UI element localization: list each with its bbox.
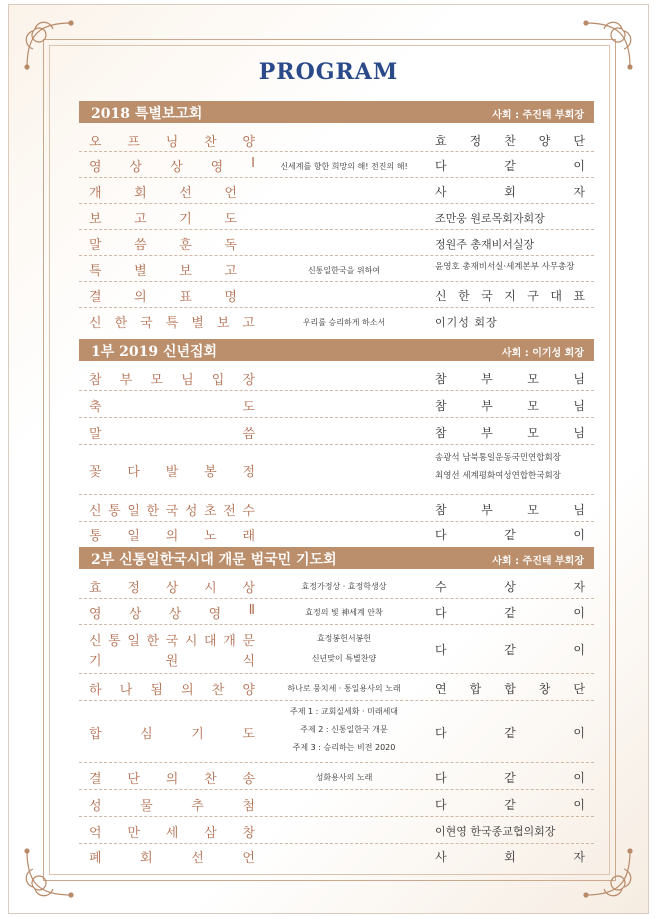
item-name: 억 만 세 삼 창 (89, 826, 255, 841)
item-presenter: 다 같 이 (435, 726, 585, 740)
section-title: 2부 신통일한국시대 개문 범국민 기도회 (91, 552, 337, 568)
program-row (79, 390, 594, 418)
item-description: 효정의 빛 神세계 안착 (305, 608, 383, 617)
item-presenter: 사 회 자 (435, 185, 585, 199)
item-name: 성 물 추 첨 (89, 799, 255, 814)
item-description: 신세계를 향한 희망의 해! 전진의 해! (280, 162, 408, 171)
item-presenter: 정원주 총재비서실장 (435, 238, 535, 251)
item-name: 결 의 표 명 (89, 290, 237, 305)
item-name-line: 신 통 일 한 국 시 대 개 문 (89, 634, 255, 649)
page-title: PROGRAM (258, 59, 399, 85)
program-row (79, 598, 594, 625)
program-row (79, 816, 594, 844)
item-name: 효 정 상 시 상 (89, 581, 255, 596)
item-presenter: 다 같 이 (435, 643, 585, 657)
program-row (79, 494, 594, 522)
program-row (79, 255, 594, 282)
program-row (79, 126, 594, 152)
item-description: 신년맞이 특별찬양 (311, 654, 377, 663)
item-presenter: 다 같 이 (435, 798, 585, 812)
item-name: 말 씀 (89, 427, 255, 442)
item-name: 신 통 일 한 국 성 초 전 수 (89, 504, 255, 519)
item-name-line: 기 원 식 (89, 654, 255, 669)
item-name: 축 도 (89, 400, 255, 415)
program-row (79, 762, 594, 790)
program-row (79, 444, 594, 495)
item-presenter: 이기성 회장 (435, 316, 498, 329)
item-presenter: 다 같 이 (435, 159, 585, 173)
program-row (79, 151, 594, 178)
item-presenter: 송광석 남북통일운동국민연합회장 (435, 453, 561, 463)
section-header-special-report (79, 101, 594, 123)
item-presenter: 신 한 국 지 구 대 표 (435, 289, 585, 303)
item-presenter: 최영선 세계평화여성연합한국회장 (435, 471, 561, 481)
item-presenter: 다 같 이 (435, 528, 585, 542)
item-presenter: 연 합 합 창 단 (435, 682, 585, 696)
item-presenter: 다 같 이 (435, 606, 585, 620)
item-presenter: 참 부 모 님 (435, 503, 585, 517)
item-name: 결 단 의 찬 송 (89, 772, 255, 787)
program-row (79, 281, 594, 308)
item-name: 꽃 다 발 봉 정 (89, 465, 255, 480)
section-host: 사회 : 이기성 회장 (501, 348, 584, 359)
item-name: 통 일 의 노 래 (89, 529, 255, 544)
item-presenter: 수 상 자 (435, 580, 585, 594)
program-row (79, 203, 594, 230)
item-description: 신통일한국을 위하여 (307, 266, 381, 275)
item-name: 말 씀 훈 독 (89, 238, 237, 253)
item-name: 폐 회 선 언 (89, 851, 255, 866)
program-row (79, 521, 594, 545)
program-row (79, 700, 594, 763)
item-presenter: 윤영호 총재비서실·세계본부 사무총장 (435, 262, 575, 272)
item-name: 개 회 선 언 (89, 186, 237, 201)
section-title: 1부 2019 신년집회 (91, 344, 218, 360)
item-description: 주제 3 : 승리하는 비전 2020 (292, 743, 396, 752)
item-description: 하나로 뭉치세 · 통일용사의 노래 (287, 684, 401, 693)
item-name: 신 한 국 특 별 보 고 (89, 316, 255, 331)
item-description: 주제 1 : 교회실세화 · 미래세대 (289, 707, 399, 716)
item-name: 영 상 상 영 Ⅱ (89, 603, 255, 622)
section-header-prayer (79, 547, 594, 569)
item-description: 우리를 승리하게 하소서 (302, 318, 386, 327)
item-description: 성화용사의 노래 (315, 773, 373, 782)
item-name: 특 별 보 고 (89, 264, 237, 279)
item-name (89, 630, 255, 670)
item-name: 합 심 기 도 (89, 727, 255, 742)
item-presenter: 참 부 모 님 (435, 399, 585, 413)
item-presenter: 사 회 자 (435, 850, 585, 864)
program-row (79, 572, 594, 599)
item-name: 참 부 모 님 입 장 (89, 373, 255, 388)
item-description: 효정봉헌서봉헌 (316, 634, 372, 643)
item-presenter: 이현영 한국종교협의회장 (435, 825, 556, 838)
item-description: 주제 2 : 신통일한국 개문 (300, 725, 388, 734)
program-row (79, 417, 594, 445)
program-row (79, 624, 594, 674)
program-row (79, 673, 594, 701)
item-name: 하 나 됨 의 찬 양 (89, 683, 255, 698)
item-name: 오 프 닝 찬 양 (89, 135, 255, 150)
item-presenter: 참 부 모 님 (435, 372, 585, 386)
item-name: 영 상 상 영 Ⅰ (89, 156, 255, 175)
corner-ornament-bottom-left (19, 843, 79, 903)
program-page (8, 4, 649, 914)
program-row (79, 177, 594, 204)
item-name: 보 고 기 도 (89, 212, 237, 227)
program-row (79, 364, 594, 391)
program-row (79, 229, 594, 256)
item-presenter: 효 정 찬 양 단 (435, 134, 585, 148)
item-description: 효정가정상 · 효정학생상 (301, 582, 387, 591)
program-row (79, 843, 594, 867)
item-presenter: 조만웅 원로목회자회장 (435, 212, 545, 225)
program-row (79, 789, 594, 817)
program-row (79, 307, 594, 333)
section-host: 사회 : 주진태 부회장 (492, 556, 584, 567)
item-presenter: 다 같 이 (435, 771, 585, 785)
item-presenter: 참 부 모 님 (435, 426, 585, 440)
section-header-new-year (79, 339, 594, 361)
section-host: 사회 : 주진태 부회장 (492, 110, 584, 121)
section-title: 2018 특별보고회 (91, 106, 203, 122)
